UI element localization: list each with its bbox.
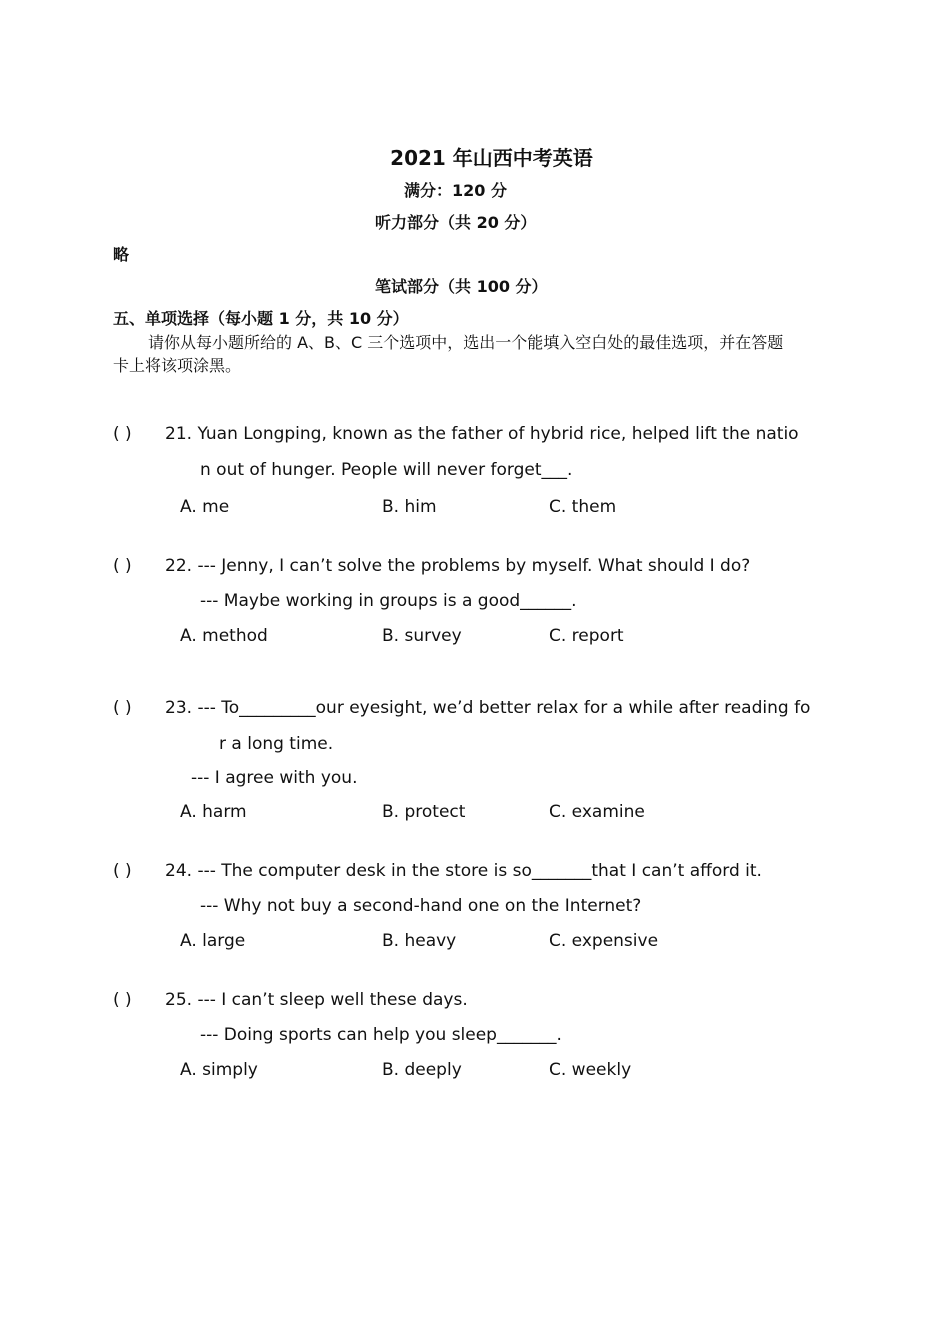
question-text: 24. --- The computer desk in the store is so_______that I can’t afford it. [165, 861, 762, 881]
answer-bracket[interactable]: ( ) [113, 556, 132, 576]
question-text: 23. --- To_________our eyesight, we’d better relax for a while after reading fo [165, 698, 811, 718]
listening-section-title: 听力部分（共 20 分） [375, 213, 537, 232]
question-text-cont: --- Maybe working in groups is a good______. [200, 591, 577, 611]
instruction-line-1: 请你从每小题所给的 A、B、C 三个选项中，选出一个能填入空白处的最佳选项，并在答题 [148, 333, 784, 352]
question-text-cont: n out of hunger. People will never forget___. [200, 460, 573, 480]
question-text: 21. Yuan Longping, known as the father of hybrid rice, helped lift the natio [165, 424, 799, 444]
option-a[interactable]: A. simply [180, 1060, 258, 1080]
option-a[interactable]: A. large [180, 931, 246, 951]
full-score: 满分：120 分 [404, 181, 507, 200]
option-b[interactable]: B. heavy [382, 931, 457, 951]
option-c[interactable]: C. report [549, 626, 624, 646]
question-text-cont: --- Doing sports can help you sleep_______. [200, 1025, 562, 1045]
question-text: 22. --- Jenny, I can’t solve the problems by myself. What should I do? [165, 556, 751, 576]
instruction-line-2: 卡上将该项涂黑。 [113, 356, 242, 375]
section-heading: 五、单项选择（每小题 1 分，共 10 分） [113, 309, 409, 328]
question-text: 25. --- I can’t sleep well these days. [165, 990, 468, 1010]
answer-bracket[interactable]: ( ) [113, 861, 132, 881]
option-c[interactable]: C. examine [549, 802, 645, 822]
option-c[interactable]: C. weekly [549, 1060, 632, 1080]
option-c[interactable]: C. them [549, 497, 617, 517]
option-a[interactable]: A. method [180, 626, 268, 646]
option-b[interactable]: B. him [382, 497, 437, 517]
option-a[interactable]: A. harm [180, 802, 247, 822]
answer-bracket[interactable]: ( ) [113, 424, 132, 444]
question-text-reply: --- I agree with you. [191, 768, 358, 788]
question-text-cont: r a long time. [219, 734, 334, 754]
page-title: 2021 年山西中考英语 [390, 146, 593, 170]
writing-section-title: 笔试部分（共 100 分） [375, 277, 548, 296]
option-b[interactable]: B. protect [382, 802, 466, 822]
option-b[interactable]: B. survey [382, 626, 462, 646]
option-a[interactable]: A. me [180, 497, 230, 517]
listening-omitted: 略 [113, 245, 130, 264]
question-text-cont: --- Why not buy a second-hand one on the Internet? [200, 896, 642, 916]
answer-bracket[interactable]: ( ) [113, 698, 132, 718]
option-c[interactable]: C. expensive [549, 931, 659, 951]
option-b[interactable]: B. deeply [382, 1060, 462, 1080]
answer-bracket[interactable]: ( ) [113, 990, 132, 1010]
